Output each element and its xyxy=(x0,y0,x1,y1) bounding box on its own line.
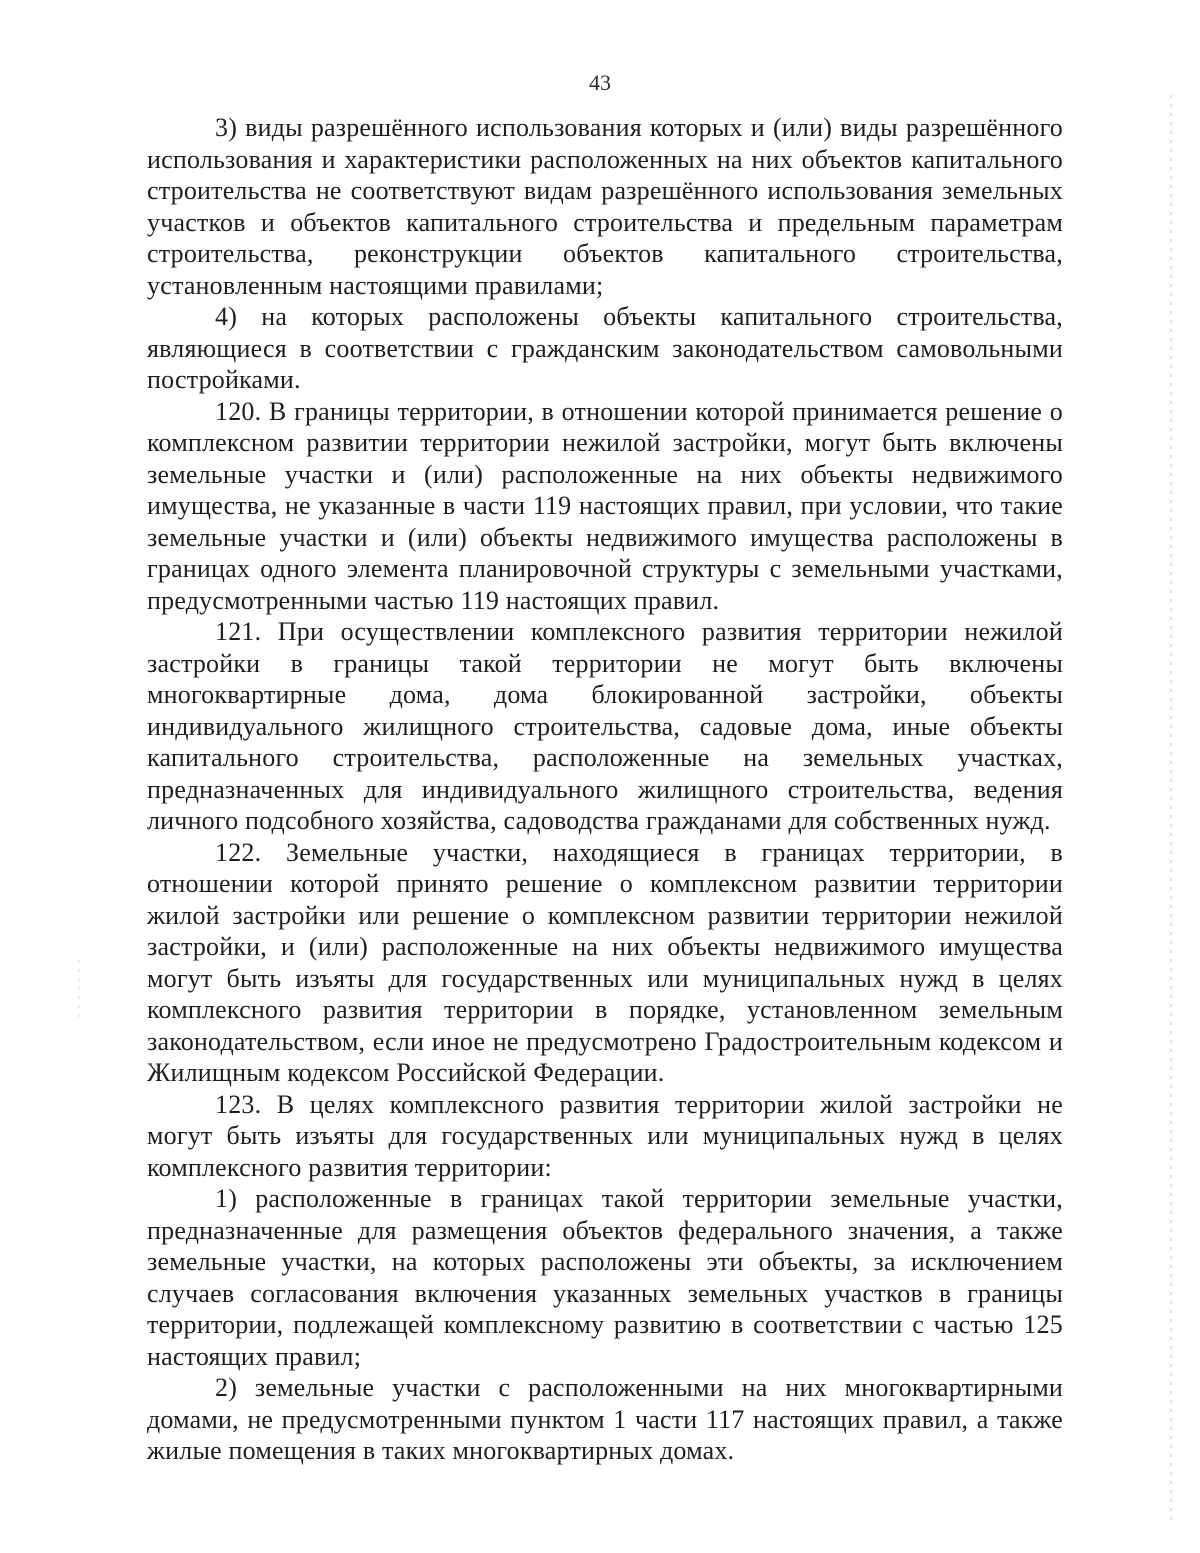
paragraph-item-4: 4) на которых расположены объекты капитального строительства, являющиеся в соответствии с гражданским законодательством самовольными постройками. xyxy=(147,302,1063,394)
paragraph-subitem-2: 2) земельные участки с расположенными на них многоквартирными домами, не предусмотренными пунктом 1 части 117 настоящих правил, а также жилые помещения в таких многоквартирных домах. xyxy=(147,1373,1063,1465)
paragraph-clause-123: 123. В целях комплексного развития территории жилой застройки не могут быть изъяты для государственных или муниципальных нужд в целях комплексного развития территории: xyxy=(147,1089,1063,1182)
page-number: 43 xyxy=(589,70,611,95)
paragraph-clause-120: 120. В границы территории, в отношении которой принимается решение о комплексном развитии территории нежилой застройки, могут быть включены земельные участки и (или) расположенные на них объекты недвижимого имущества, не указанные в части 119 настоящих правил, при условии, что такие земельные участки и (или) объекты недвижимого имущества расположены в границах одного элемента планировочной структуры с земельными участками, предусмотренными частью 119 настоящих правил. xyxy=(147,396,1063,615)
scan-edge-artifact xyxy=(1170,95,1172,1525)
paragraph-item-3: 3) виды разрешённого использования которых и (или) виды разрешённого использования и характеристики расположенных на них объектов капитального строительства не соответствуют видам разрешённого использования земельных участков и объектов капитального строительства и предельным параметрам строительства, реконструкции объектов капитального строительства, установленным настоящими правилами; xyxy=(147,113,1063,300)
paragraph-clause-121: 121. При осуществлении комплексного развития территории нежилой застройки в границы такой территории не могут быть включены многоквартирные дома, дома блокированной застройки, объекты индивидуального жилищного строительства, садовые дома, иные объекты капитального строительства, расположенные на земельных участках, предназначенных для индивидуального жилищного строительства, ведения личного подсобного хозяйства, садоводства гражданами для собственных нужд. xyxy=(147,617,1063,835)
document-body xyxy=(147,112,1063,1467)
scan-edge-artifact-left xyxy=(78,960,80,1020)
paragraph-subitem-1: 1) расположенные в границах такой территории земельные участки, предназначенные для размещения объектов федерального значения, а также земельные участки, на которых расположены эти объекты, за исключением случаев согласования включения указанных земельных участков в границы территории, подлежащей комплексному развитию в соответствии с частью 125 настоящих правил; xyxy=(147,1184,1063,1371)
paragraph-clause-122: 122. Земельные участки, находящиеся в границах территории, в отношении которой принято решение о комплексном развитии территории жилой застройки или решение о комплексном развитии территории нежилой застройки, и (или) расположенные на них объекты недвижимого имущества могут быть изъяты для государственных или муниципальных нужд в целях комплексного развития территории в порядке, установленном земельным законодательством, если иное не предусмотрено Градостроительным кодексом и Жилищным кодексом Российской Федерации. xyxy=(147,837,1063,1087)
